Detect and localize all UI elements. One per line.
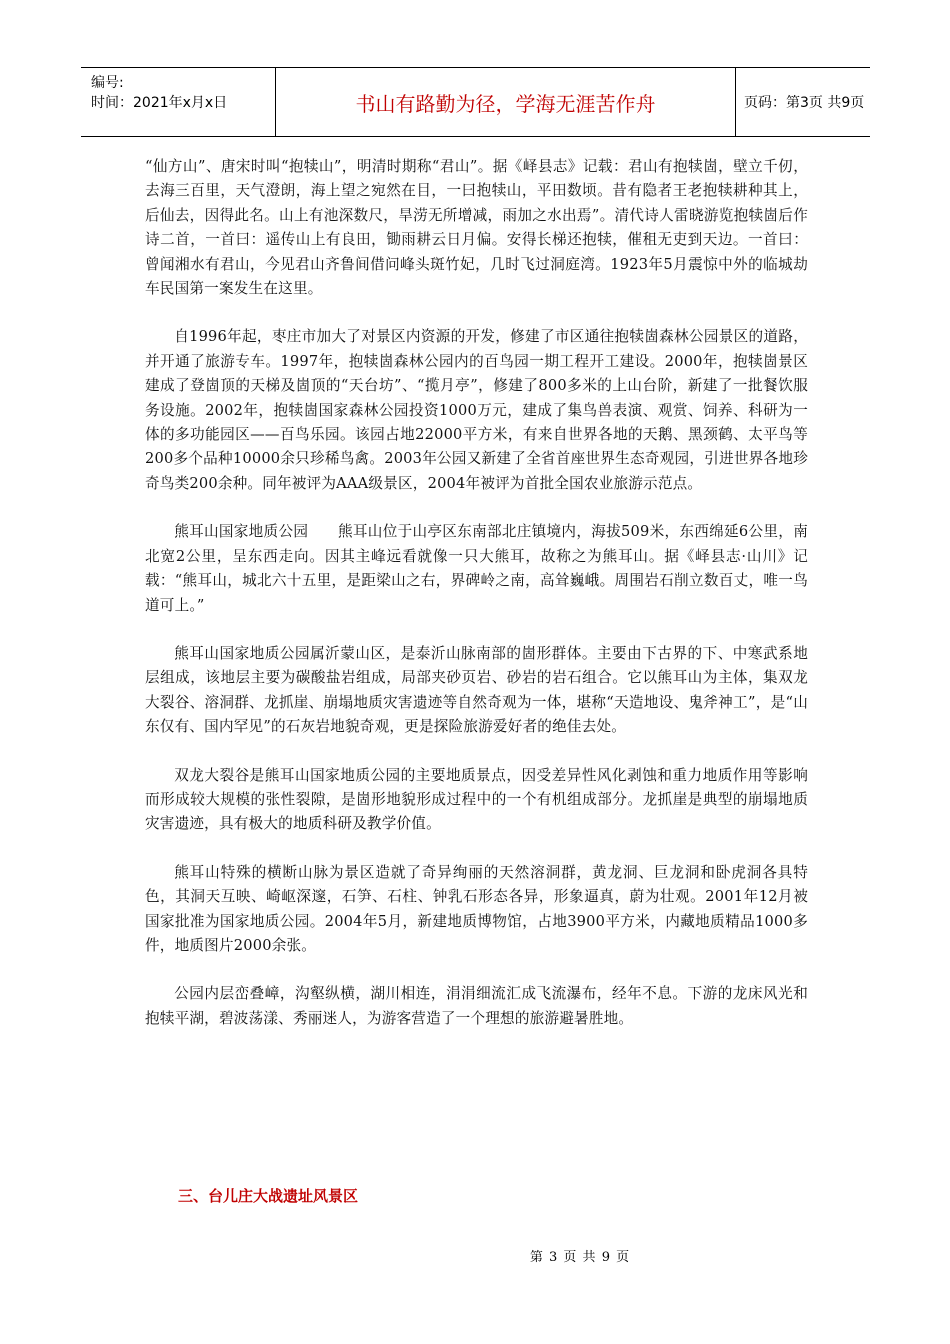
date-label: 时间：2021年x月x日 [91, 95, 228, 111]
paragraph: 熊耳山国家地质公园属沂蒙山区，是泰沂山脉南部的崮形群体。主要由下古界的下、中寒武系地层组成，该地层主要为碳酸盐岩组成，局部夹砂页岩、砂岩的岩石组合。它以熊耳山为主体，集双龙大裂谷、溶洞群、龙抓崖、崩塌地质灾害遗迹等自然奇观为一体，堪称“天造地设、鬼斧神工”，是“山东仅有、国内罕见”的石灰岩地貌奇观，更是探险旅游爱好者的绝佳去处。 [145, 644, 808, 736]
paragraph: “仙方山”、唐宋时叫“抱犊山”，明清时期称“君山”。据《峄县志》记载：君山有抱犊崮，壁立千仞，去海三百里，天气澄朗，海上望之宛然在目，一曰抱犊山，平田数顷。昔有隐者王老抱犊耕种其上，后仙去，因得此名。山上有池深数尺，旱涝无所增减，雨加之水出焉”。清代诗人雷晓游览抱犊崮后作诗二首，一首曰：遥传山上有良田，锄雨耕云日月偏。安得长梯还抱犊，催租无吏到天边。一首曰：曾闻湘水有君山，今见君山齐鲁间借问峰头斑竹妃，几时飞过洞庭湾。1923年5月震惊中外的临城劫车民国第一案发生在这里。 [145, 158, 808, 298]
header-table [81, 67, 870, 137]
page-info: 页码：第3页 共9页 [744, 95, 865, 111]
paragraph: 公园内层峦叠嶂，沟壑纵横，湖川相连，涓涓细流汇成飞流瀑布，经年不息。下游的龙床风光和抱犊平湖，碧波荡漾、秀丽迷人，为游客营造了一个理想的旅游避暑胜地。 [145, 985, 808, 1027]
paragraph: 熊耳山国家地质公园 熊耳山位于山亭区东南部北庄镇境内，海拔509米，东西绵延6公里，南北宽2公里，呈东西走向。因其主峰远看就像一只大熊耳，故称之为熊耳山。据《峄县志·山川》记载：“熊耳山，城北六十五里，是距梁山之右，界碑岭之南，高耸巍峨。周围岩石削立数百丈，唯一鸟道可上。” [145, 523, 808, 614]
header-meta-cell [81, 68, 276, 136]
motto-text: 书山有路勤为径，学海无涯苦作舟 [355, 91, 656, 116]
section-heading: 三、台儿庄大战遗址风景区 [178, 1187, 359, 1205]
paragraph: 双龙大裂谷是熊耳山国家地质公园的主要地质景点，因受差异性风化剥蚀和重力地质作用等影响而形成较大规模的张性裂隙，是崮形地貌形成过程中的一个有机组成部分。龙抓崖是典型的崩塌地质灾害遗迹，具有极大的地质科研及教学价值。 [145, 766, 808, 833]
doc-number-label: 编号: [91, 75, 124, 91]
header-page-cell [736, 68, 870, 136]
header-motto-cell [276, 68, 736, 136]
page-footer: 第 3 页 共 9 页 [529, 1250, 631, 1265]
body-text [145, 155, 808, 1055]
paragraph: 熊耳山特殊的横断山脉为景区造就了奇异绚丽的天然溶洞群，黄龙洞、巨龙洞和卧虎洞各具特色，其洞天互映、崎岖深邃，石笋、石柱、钟乳石形态各异，形象逼真，蔚为壮观。2001年12月被国家批准为国家地质公园。2004年5月，新建地质博物馆，占地3900平方米，内藏地质精品1000多件，地质图片2000余张。 [145, 863, 808, 954]
paragraph: 自1996年起，枣庄市加大了对景区内资源的开发，修建了市区通往抱犊崮森林公园景区的道路，并开通了旅游专车。1997年，抱犊崮森林公园内的百鸟园一期工程开工建设。2000年，抱犊崮景区建成了登崮顶的天梯及崮顶的“天台坊”、“揽月亭”，修建了800多米的上山台阶，新建了一批餐饮服务设施。2002年，抱犊崮国家森林公园投资1000万元，建成了集鸟兽表演、观赏、饲养、科研为一体的多功能园区——百鸟乐园。该园占地22000平方米，有来自世界各地的天鹅、黑颈鹤、太平鸟等200多个品种10000余只珍稀鸟禽。2003年公园又新建了全省首座世界生态奇观园，引进世界各地珍奇鸟类200余种。同年被评为AAA级景区，2004年被评为首批全国农业旅游示范点。 [145, 328, 808, 492]
